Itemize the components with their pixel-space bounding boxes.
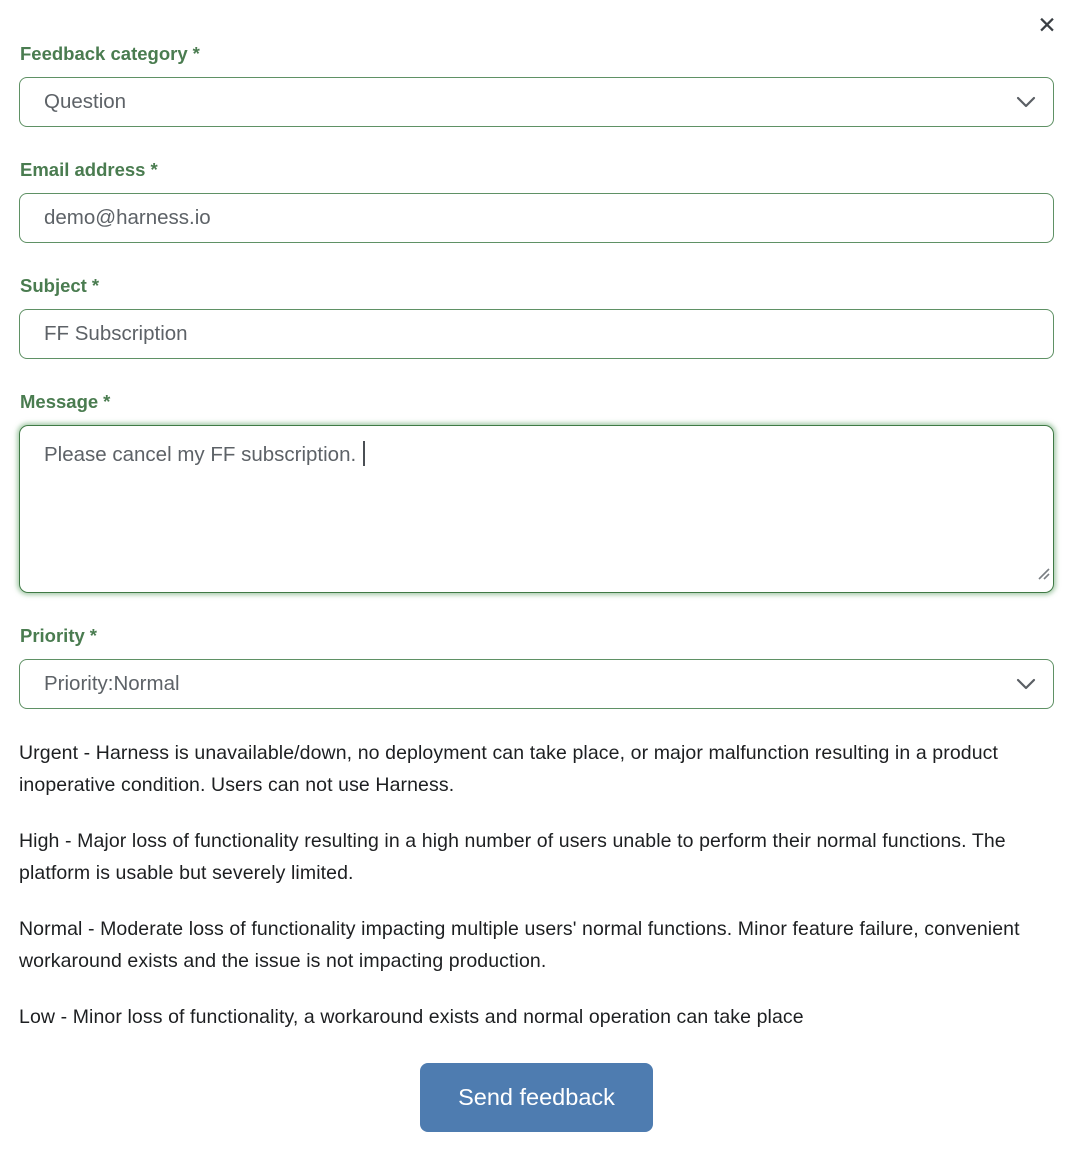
priority-select[interactable] (19, 659, 1054, 709)
priority-help-high: High - Major loss of functionality resulting in a high number of users unable to perform their normal functions. The platform is usable but severely limited. (19, 830, 1006, 884)
required-asterisk: * (89, 625, 97, 646)
feedback-category-select[interactable] (19, 77, 1054, 127)
message-textarea[interactable] (19, 425, 1054, 593)
feedback-category-label-text: Feedback category (20, 43, 188, 64)
text-cursor (363, 441, 365, 466)
required-asterisk: * (103, 391, 111, 412)
subject-label (20, 276, 1054, 295)
email-label (20, 160, 1054, 179)
priority-help-low: Low - Minor loss of functionality, a workaround exists and normal operation can take place (19, 1006, 804, 1028)
required-asterisk: * (150, 159, 158, 180)
subject-field[interactable] (19, 309, 1054, 359)
required-asterisk: * (192, 43, 200, 64)
message-label (20, 392, 1054, 411)
field-message (19, 392, 1054, 593)
field-email (19, 160, 1054, 243)
feedback-category-label (20, 44, 1054, 63)
priority-help-urgent: Urgent - Harness is unavailable/down, no deployment can take place, or major malfunction resulting in a product inoperative condition. Users can not use Harness. (19, 742, 999, 796)
priority-selected-value: Priority:Normal (44, 672, 180, 695)
field-subject (19, 276, 1054, 359)
subject-label-text: Subject (20, 275, 87, 296)
priority-label (20, 626, 1054, 645)
resize-handle-icon[interactable] (1036, 559, 1050, 589)
submit-row (19, 1063, 1054, 1132)
message-text: Please cancel my FF subscription. (44, 443, 357, 466)
chevron-down-icon (1016, 678, 1036, 690)
priority-label-text: Priority (20, 625, 85, 646)
priority-help-normal: Normal - Moderate loss of functionality impacting multiple users' normal functions. Minor feature failure, convenient workaround exists and the issue is not impacting production. (19, 918, 1020, 972)
priority-help (19, 737, 1054, 1033)
chevron-down-icon (1016, 96, 1036, 108)
close-icon: ✕ (1037, 11, 1057, 38)
required-asterisk: * (91, 275, 100, 296)
message-label-text: Message (20, 391, 99, 412)
field-feedback-category (19, 44, 1054, 127)
email-label-text: Email address (20, 159, 146, 180)
send-feedback-button[interactable]: Send feedback (420, 1063, 653, 1132)
feedback-category-selected-value: Question (44, 90, 127, 113)
email-field[interactable] (19, 193, 1054, 243)
field-priority (19, 626, 1054, 709)
